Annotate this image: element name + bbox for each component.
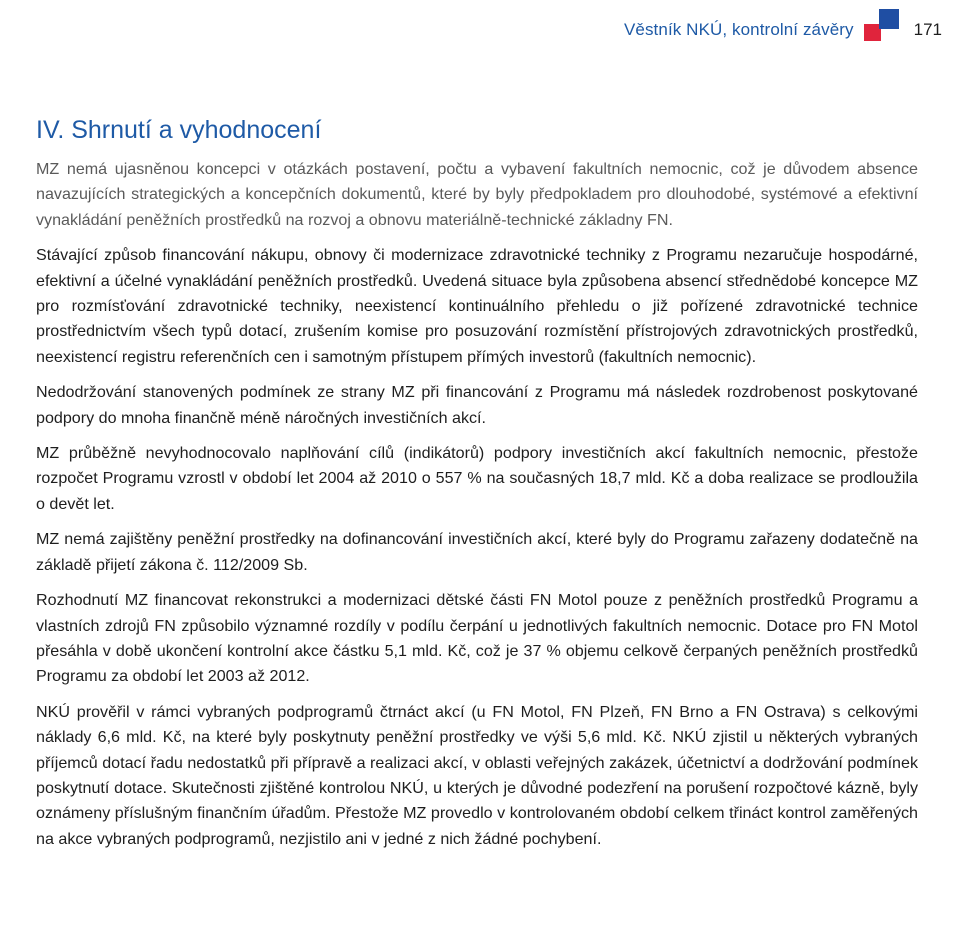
section-title: IV. Shrnutí a vyhodnocení bbox=[36, 116, 322, 144]
paragraph-concept: MZ nemá ujasněnou koncepci v otázkách postavení, počtu a vybavení fakultních nemocnic, což je důvodem absence navazujících strategických a koncepčních dokumentů, které by byly předpokladem pro dlouhodobé, systémové a efektivní vynakládání peněžních prostředků na rozvoj a obnovu materiálně-technické základny FN. bbox=[36, 160, 918, 229]
page-number: 171 bbox=[913, 20, 942, 39]
paragraph-conditions: Nedodržování stanovených podmínek ze strany MZ při financování z Programu má následek rozdrobenost poskytované podpory do mnoha finančně méně náročných investičních akcí. bbox=[36, 383, 918, 427]
document-body bbox=[36, 116, 918, 862]
page-header bbox=[624, 14, 942, 46]
paragraph-nku-findings: NKÚ prověřil v rámci vybraných podprogramů čtrnáct akcí (u FN Motol, FN Plzeň, FN Brno a FN Ostrava) s celkovými náklady 6,6 mld. Kč, na které byly poskytnuty peněžní prostředky ve výši 5,6 mld. Kč. NKÚ zjistil u některých vybraných příjemců dotací řadu nedostatků při přípravě a realizaci akcí, v oblasti veřejných zakázek, účetnictví a dodržování podmínek poskytnutí dotace. Skutečnosti zjištěné kontrolou NKÚ, u kterých je důvodné podezření na porušení rozpočtové kázně, byly oznámeny příslušným finančním úřadům. Přestože MZ provedlo v kontrolovaném období celkem třináct kontrol zaměřených na akce vybraných podprogramů, nezjistilo ani v jedné z nich žádné pochybení. bbox=[36, 702, 918, 848]
journal-title: Věstník NKÚ, kontrolní závěry bbox=[623, 20, 854, 39]
paragraph-motol: Rozhodnutí MZ financovat rekonstrukci a modernizaci dětské části FN Motol pouze z peněžních prostředků Programu a vlastních zdrojů FN způsobilo významné rozdíly v podílu čerpání u jednotlivých fakultních nemocnic. Dotace pro FN Motol přesáhla v době ukončení kontrolní akce částku 5,1 mld. Kč, což je 37 % objemu celkově čerpaných peněžních prostředků Programu za období let 2003 až 2012. bbox=[36, 591, 918, 686]
paragraph-financing: Stávající způsob financování nákupu, obnovy či modernizace zdravotnické techniky z Programu nezaručuje hospodárné, efektivní a účelné vynakládání peněžních prostředků. Uvedená situace byla způsobena absencí střednědobé koncepce MZ pro rozmísťování zdravotnické techniky, neexistencí kontinuálního přehledu o již pořízené zdravotnické technice prostřednictvím všech typů dotací, zrušením komise pro posuzování rozmístění přístrojových zdravotnických prostředků, neexistencí registru referenčních cen i samotným přístupem přímých investorů (fakultních nemocnic). bbox=[36, 246, 918, 366]
logo-blue-square bbox=[879, 9, 899, 29]
paragraph-cofinancing: MZ nemá zajištěny peněžní prostředky na dofinancování investičních akcí, které byly do Programu zařazeny dodatečně na základě přijetí zákona č. 112/2009 Sb. bbox=[36, 530, 918, 574]
paragraph-indicators: MZ průběžně nevyhodnocovalo naplňování cílů (indikátorů) podpory investičních akcí fakultních nemocnic, přestože rozpočet Programu vzrostl v období let 2004 až 2010 o 557 % na současných 18,7 mld. Kč a doba realizace se prodloužila o devět let. bbox=[36, 444, 918, 513]
nku-logo bbox=[862, 8, 900, 44]
